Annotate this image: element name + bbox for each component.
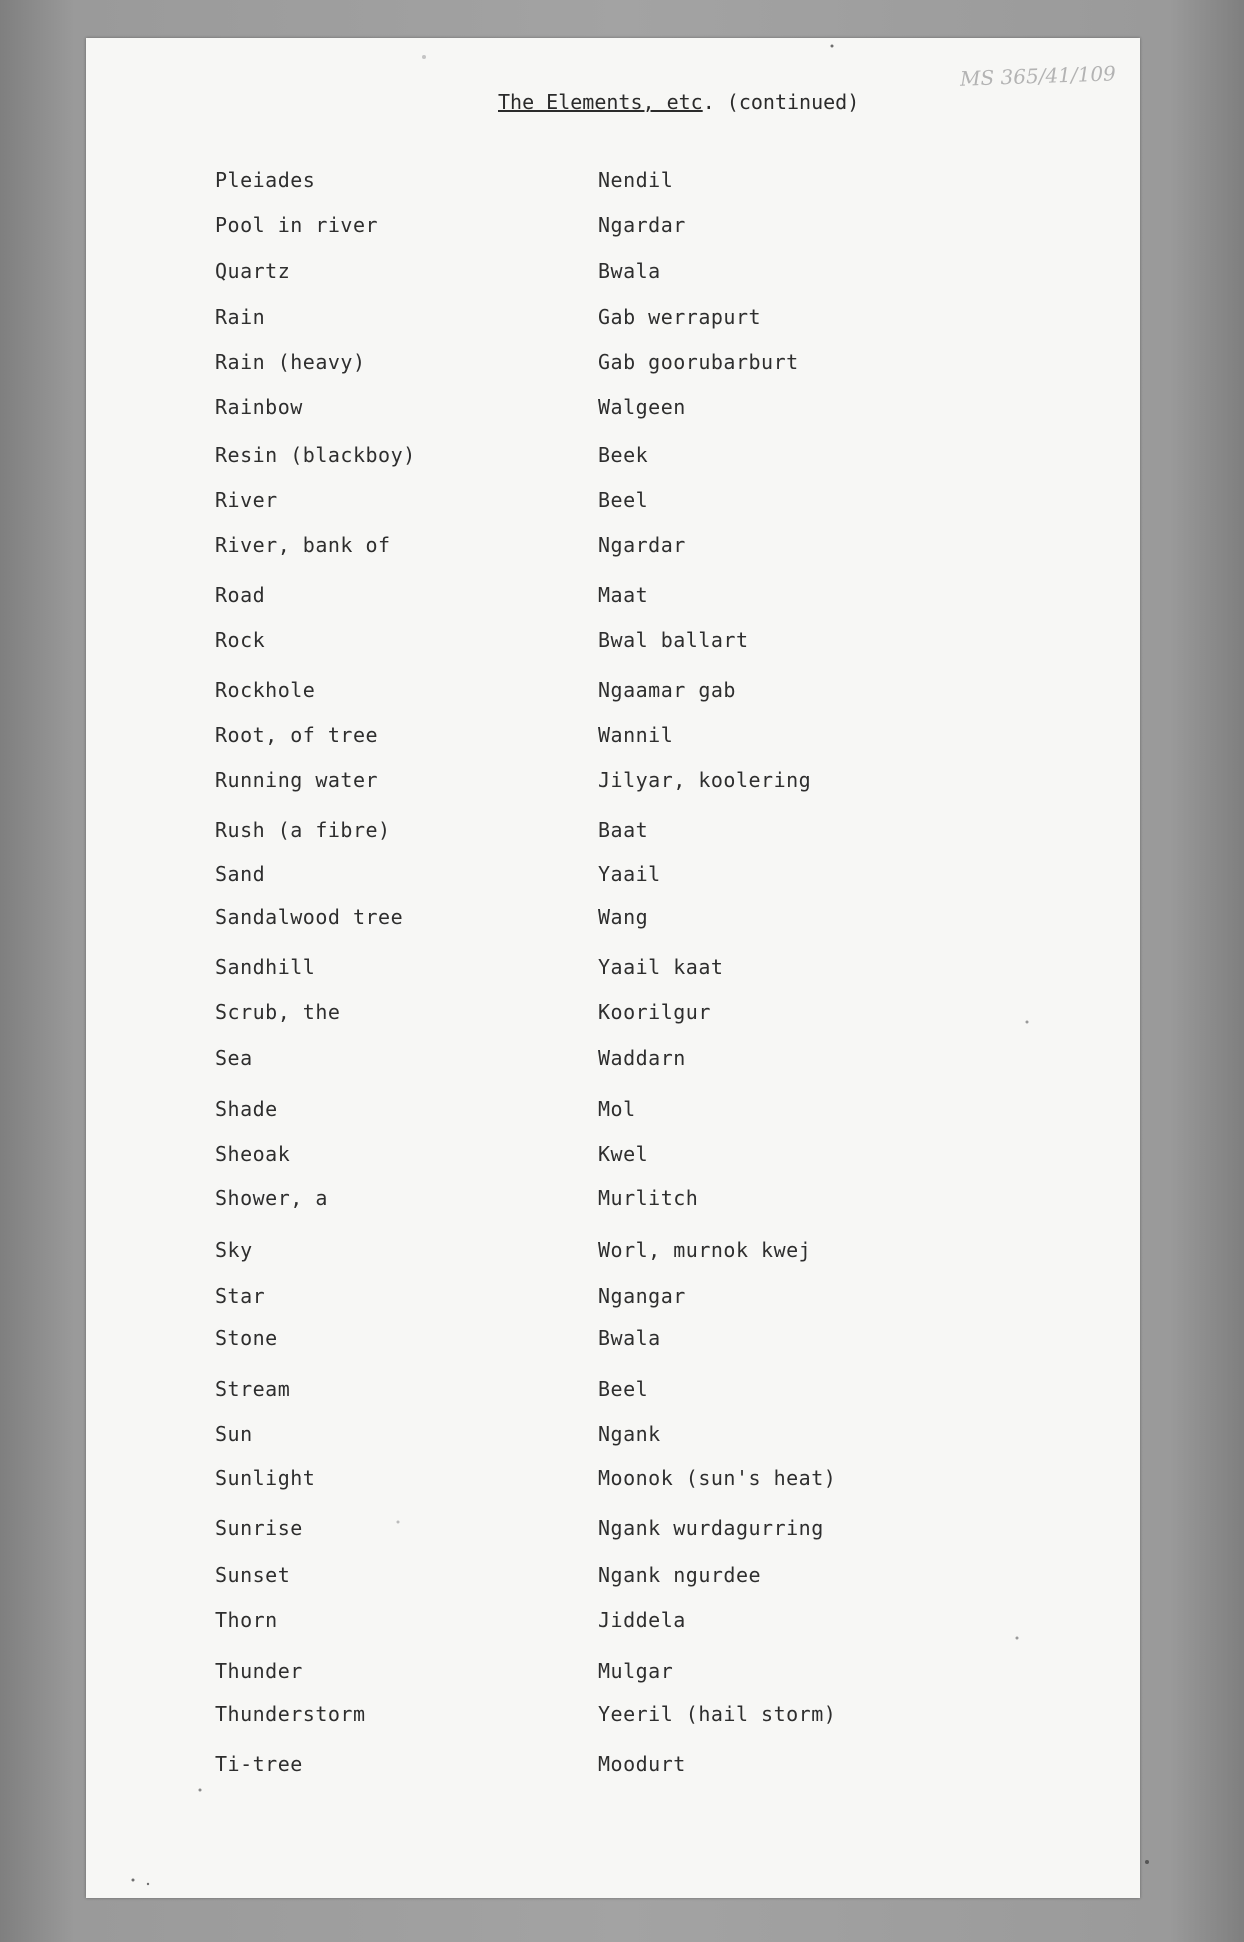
english-term: River bbox=[215, 488, 278, 512]
english-term: Rock bbox=[215, 628, 266, 652]
english-term: Pleiades bbox=[215, 168, 316, 192]
native-term: Bwala bbox=[598, 259, 661, 283]
english-term: Thunder bbox=[215, 1659, 303, 1683]
native-term: Beek bbox=[598, 443, 649, 467]
english-term: Rainbow bbox=[215, 395, 303, 419]
native-term: Mulgar bbox=[598, 1659, 674, 1683]
english-term: Road bbox=[215, 583, 266, 607]
english-term: Thorn bbox=[215, 1608, 278, 1632]
english-term: Sheoak bbox=[215, 1142, 291, 1166]
native-term: Jiddela bbox=[598, 1608, 686, 1632]
native-term: Nendil bbox=[598, 168, 674, 192]
english-term: Rain bbox=[215, 305, 266, 329]
native-term: Baat bbox=[598, 818, 649, 842]
english-term: Stone bbox=[215, 1326, 278, 1350]
heading-title: The Elements, etc bbox=[498, 90, 703, 114]
native-term: Beel bbox=[598, 488, 649, 512]
native-term: Waddarn bbox=[598, 1046, 686, 1070]
english-term: Scrub, the bbox=[215, 1000, 341, 1024]
english-term: Shower, a bbox=[215, 1186, 328, 1210]
native-term: Ngank wurdagurring bbox=[598, 1516, 824, 1540]
native-term: Ngangar bbox=[598, 1284, 686, 1308]
native-term: Wannil bbox=[598, 723, 674, 747]
english-term: Ti-tree bbox=[215, 1752, 303, 1776]
english-term: Rush (a fibre) bbox=[215, 818, 391, 842]
native-term: Ngank bbox=[598, 1422, 661, 1446]
native-term: Bwal ballart bbox=[598, 628, 749, 652]
english-term: Quartz bbox=[215, 259, 291, 283]
native-term: Ngardar bbox=[598, 533, 686, 557]
english-term: Pool in river bbox=[215, 213, 379, 237]
native-term: Wang bbox=[598, 905, 649, 929]
english-term: Sunlight bbox=[215, 1466, 316, 1490]
native-term: Koorilgur bbox=[598, 1000, 711, 1024]
english-term: Sandhill bbox=[215, 955, 316, 979]
native-term: Murlitch bbox=[598, 1186, 699, 1210]
english-term: Sun bbox=[215, 1422, 253, 1446]
native-term: Maat bbox=[598, 583, 649, 607]
native-term: Beel bbox=[598, 1377, 649, 1401]
native-term: Walgeen bbox=[598, 395, 686, 419]
english-term: Rain (heavy) bbox=[215, 350, 366, 374]
english-term: Root, of tree bbox=[215, 723, 379, 747]
native-term: Worl, murnok kwej bbox=[598, 1238, 812, 1262]
english-term: Sunrise bbox=[215, 1516, 303, 1540]
native-term: Yaail bbox=[598, 862, 661, 886]
english-term: Sky bbox=[215, 1238, 253, 1262]
native-term: Kwel bbox=[598, 1142, 649, 1166]
native-term: Bwala bbox=[598, 1326, 661, 1350]
english-term: Rockhole bbox=[215, 678, 316, 702]
native-term: Mol bbox=[598, 1097, 636, 1121]
english-term: Stream bbox=[215, 1377, 291, 1401]
native-term: Ngardar bbox=[598, 213, 686, 237]
native-term: Ngank ngurdee bbox=[598, 1563, 762, 1587]
english-term: Shade bbox=[215, 1097, 278, 1121]
native-term: Yeeril (hail storm) bbox=[598, 1702, 837, 1726]
english-term: Thunderstorm bbox=[215, 1702, 366, 1726]
native-term: Gab goorubarburt bbox=[598, 350, 799, 374]
english-term: Sunset bbox=[215, 1563, 291, 1587]
archive-reference-note: MS 365/41/109 bbox=[959, 61, 1117, 91]
english-term: Running water bbox=[215, 768, 379, 792]
english-term: Sea bbox=[215, 1046, 253, 1070]
native-term: Moonok (sun's heat) bbox=[598, 1466, 837, 1490]
native-term: Gab werrapurt bbox=[598, 305, 762, 329]
native-term: Yaail kaat bbox=[598, 955, 724, 979]
heading-continued: . (continued) bbox=[702, 90, 860, 114]
english-term: Star bbox=[215, 1284, 266, 1308]
native-term: Ngaamar gab bbox=[598, 678, 736, 702]
english-term: Sand bbox=[215, 862, 266, 886]
english-term: Sandalwood tree bbox=[215, 905, 404, 929]
english-term: Resin (blackboy) bbox=[215, 443, 416, 467]
native-term: Moodurt bbox=[598, 1752, 686, 1776]
english-term: River, bank of bbox=[215, 533, 391, 557]
native-term: Jilyar, koolering bbox=[598, 768, 812, 792]
